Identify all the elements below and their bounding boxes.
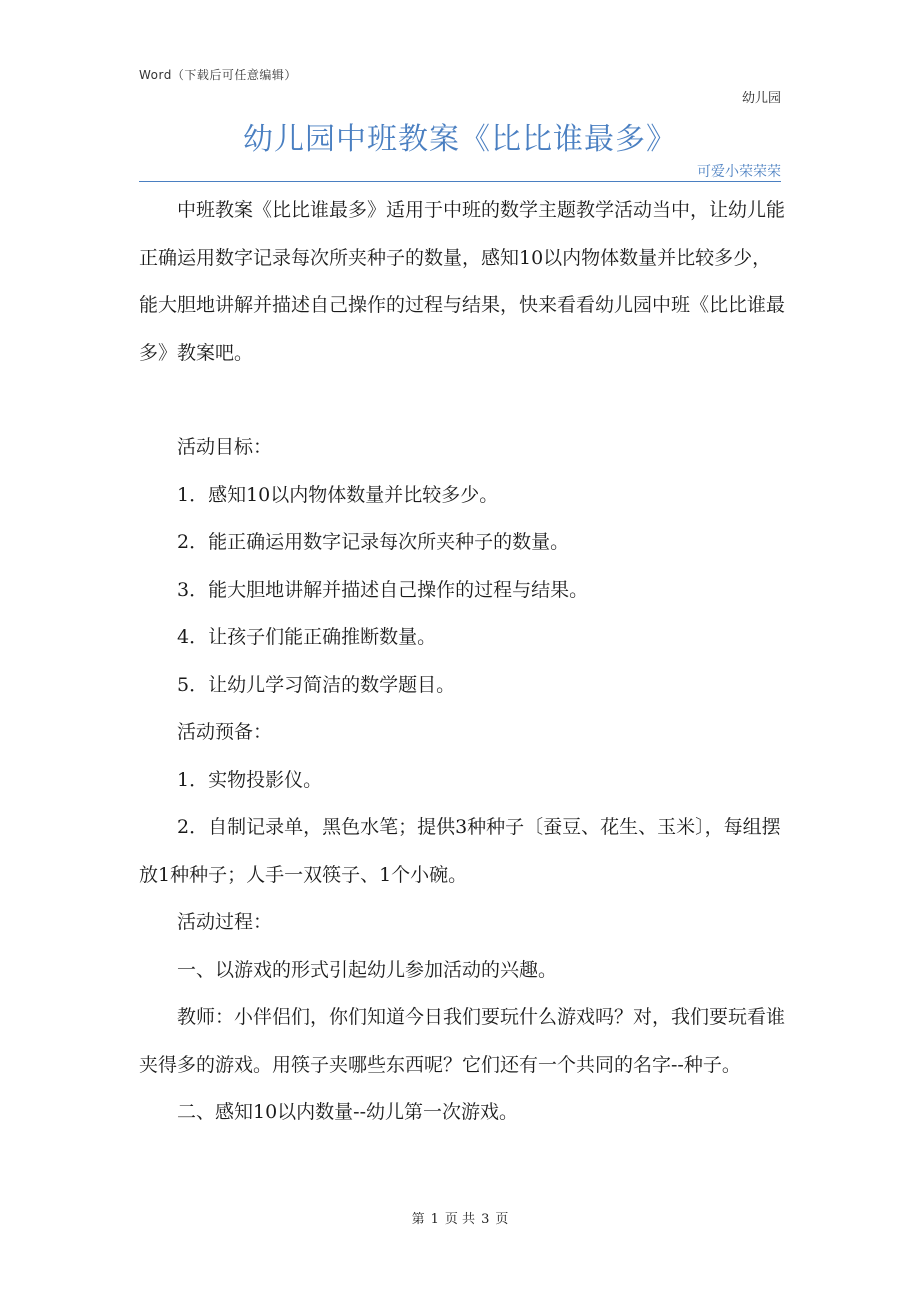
- watermark-text: Word（下载后可任意编辑）: [139, 68, 297, 82]
- prep-item: 1．实物投影仪。: [177, 768, 323, 791]
- footer-prefix: 第: [411, 1212, 425, 1227]
- process-step: 教师：小伴侣们，你们知道今日我们要玩什么游戏吗？对，我们要玩看谁夹得多的游戏。用筷子夹哪些东西呢？它们还有一个共同的名字--种子。: [139, 1006, 786, 1076]
- document-body: [139, 187, 789, 1137]
- goal-item: 1．感知10以内物体数量并比较多少。: [177, 483, 499, 506]
- process-step: 一、以游戏的形式引起幼儿参加活动的兴趣。: [177, 958, 558, 981]
- goal-item: 3．能大胆地讲解并描述自己操作的过程与结果。: [177, 578, 589, 601]
- document-author: 可爱小荣荣荣: [697, 164, 781, 180]
- paragraph-gap: [139, 377, 789, 424]
- page-footer: [0, 1208, 920, 1227]
- prep-item: 2．自制记录单，黑色水笔；提供3种种子〔蚕豆、花生、玉米〕，每组摆放1种种子；人手一双筷子、1个小碗。: [139, 816, 781, 886]
- intro-paragraph: 中班教案《比比谁最多》适用于中班的数学主题教学活动当中，让幼儿能正确运用数字记录每次所夹种子的数量，感知10以内物体数量并比较多少，能大胆地讲解并描述自己操作的过程与结果，快来看看幼儿园中班《比比谁最多》教案吧。: [139, 199, 786, 364]
- footer-suffix: 页: [495, 1212, 509, 1227]
- prep-heading: 活动预备：: [177, 721, 273, 743]
- footer-mid: 页 共: [444, 1212, 476, 1227]
- process-step: 二、感知10以内数量--幼儿第一次游戏。: [177, 1101, 519, 1123]
- goal-item: 2．能正确运用数字记录每次所夹种子的数量。: [177, 531, 570, 553]
- goal-item: 4．让孩子们能正确推断数量。: [177, 626, 437, 648]
- document-title: 幼儿园中班教案《比比谁最多》: [243, 122, 677, 157]
- footer-current-page: 1: [430, 1212, 439, 1227]
- process-heading: 活动过程：: [177, 911, 273, 933]
- footer-total-pages: 3: [481, 1212, 490, 1227]
- header-category: 幼儿园: [741, 91, 781, 106]
- goal-item: 5．让幼儿学习简洁的数学题目。: [177, 673, 456, 696]
- title-divider: [139, 181, 781, 182]
- goals-heading: 活动目标：: [177, 436, 273, 458]
